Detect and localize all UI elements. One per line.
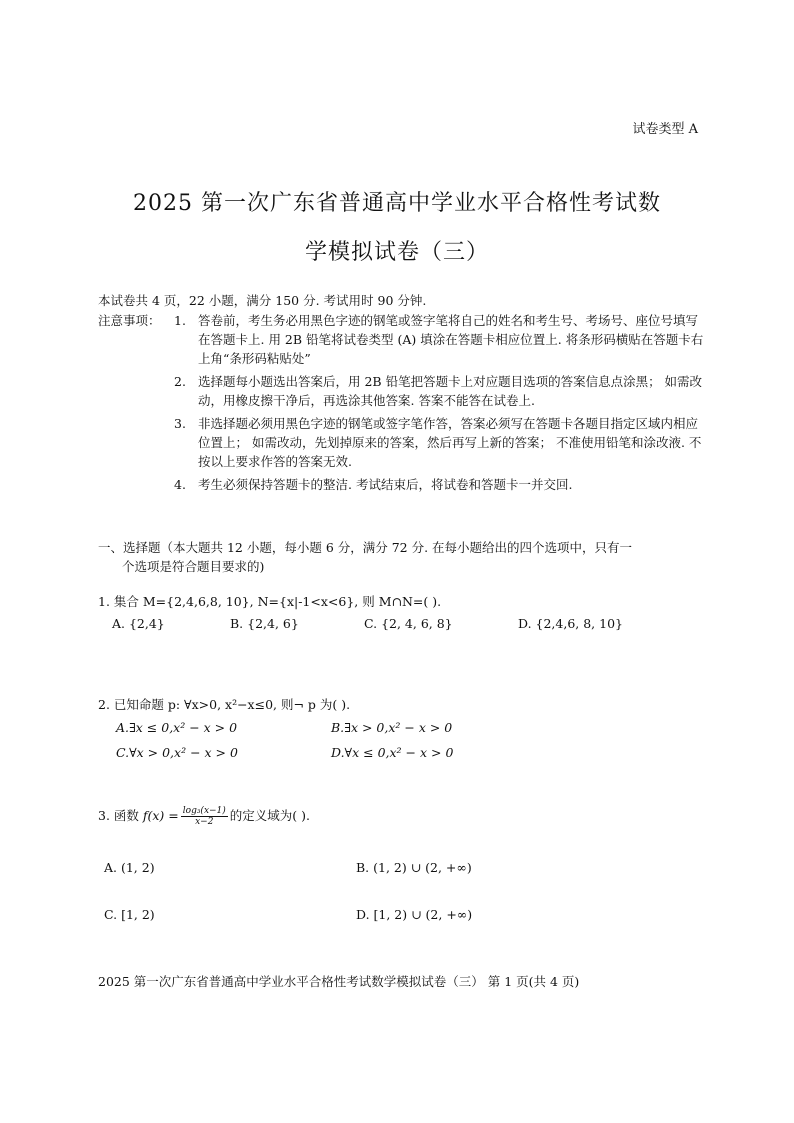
section-heading-line2: 个选项是符合题目要求的) [122,559,265,574]
exam-title-line2: 学模拟试卷（三） [304,240,489,265]
page-footer: 2025 第一次广东省普通高中学业水平合格性考试数学模拟试卷（三） 第 1 页(共 4 页) [98,974,580,989]
question-3-fraction [181,806,228,827]
question-3-suffix: 的定义域为( ). [229,808,310,823]
question-1-option-b: B. {2,4, 6} [230,616,299,631]
question-1-option-c: C. {2, 4, 6, 8} [364,616,453,631]
notice-label: 注意事项： [98,313,161,328]
notice-item-text: 选择题每小题选出答案后，用 2B 铅笔把答题卡上对应题目选项的答案信息点涂黑； 如需改动，用橡皮擦干净后，再选涂其他答案. 答案不能答在试卷上. [198,374,703,408]
notice-item-text: 答卷前，考生务必用黑色字迹的钢笔或签字笔将自己的姓名和考生号、考场号、座位号填写在答题卡上. 用 2B 铅笔将试卷类型 (A) 填涂在答题卡相应位置上. 将条形码横贴在答题卡右上角“条形码粘贴处” [198,313,704,366]
notice-list [98,311,708,494]
notice-item-text: 考生必须保持答题卡的整洁. 考试结束后，将试卷和答题卡一并交回. [198,477,573,492]
question-2-option-a: A.∃x ≤ 0,x² − x > 0 [116,720,238,735]
question-2-option-c: C.∀x > 0,x² − x > 0 [116,745,238,760]
question-3-prefix: 3. 函数 [98,808,143,823]
notice-item [174,311,708,368]
question-3-stem [98,806,310,827]
notice-item-number: 4. [174,477,186,492]
question-1-option-a: A. {2,4} [112,616,165,631]
exam-intro: 本试卷共 4 页，22 小题，满分 150 分. 考试用时 90 分钟. [98,293,427,308]
notice-item [174,414,708,471]
exam-title-line1: 2025 第一次广东省普通高中学业水平合格性考试数 [133,191,661,216]
section-heading-line1: 一、选择题（本大题共 12 小题，每小题 6 分，满分 72 分. 在每小题给出的四个选项中，只有一 [98,540,633,555]
notice-item [174,372,708,410]
question-1-stem: 1. 集合 M={2,4,6,8, 10}, N={x|-1<x<6}, 则 M∩N=( ). [98,594,442,609]
question-3-option-b: B. (1, 2) ∪ (2, +∞) [356,860,472,875]
notice-item-number: 3. [174,416,186,431]
fraction-numerator: log₃(x−1) [182,806,226,816]
section-heading [98,538,710,576]
question-3-function: f(x) = [142,808,179,823]
fraction-denominator: x−2 [195,817,214,827]
question-3-option-d: D. [1, 2) ∪ (2, +∞) [356,907,473,922]
question-1-option-d: D. {2,4,6, 8, 10} [518,616,623,631]
question-3-option-c: C. [1, 2) [104,907,155,922]
paper-type-label: 试卷类型 A [632,122,698,137]
notice-item-number: 2. [174,374,186,389]
question-2-option-d: D.∀x ≤ 0,x² − x > 0 [331,745,454,760]
question-3-option-a: A. (1, 2) [104,860,155,875]
notice-item-number: 1. [174,313,186,328]
notice-item [174,475,708,494]
notice-item-text: 非选择题必须用黑色字迹的钢笔或签字笔作答，答案必须写在答题卡各题目指定区域内相应位置上； 如需改动，先划掉原来的答案，然后再写上新的答案； 不准使用铅笔和涂改液. 不按以上要求作答的答案无效. [198,416,702,469]
question-2-stem: 2. 已知命题 p: ∀x>0, x²−x≤0, 则¬ p 为( ). [98,697,351,712]
question-2-option-b: B.∃x > 0,x² − x > 0 [331,720,453,735]
